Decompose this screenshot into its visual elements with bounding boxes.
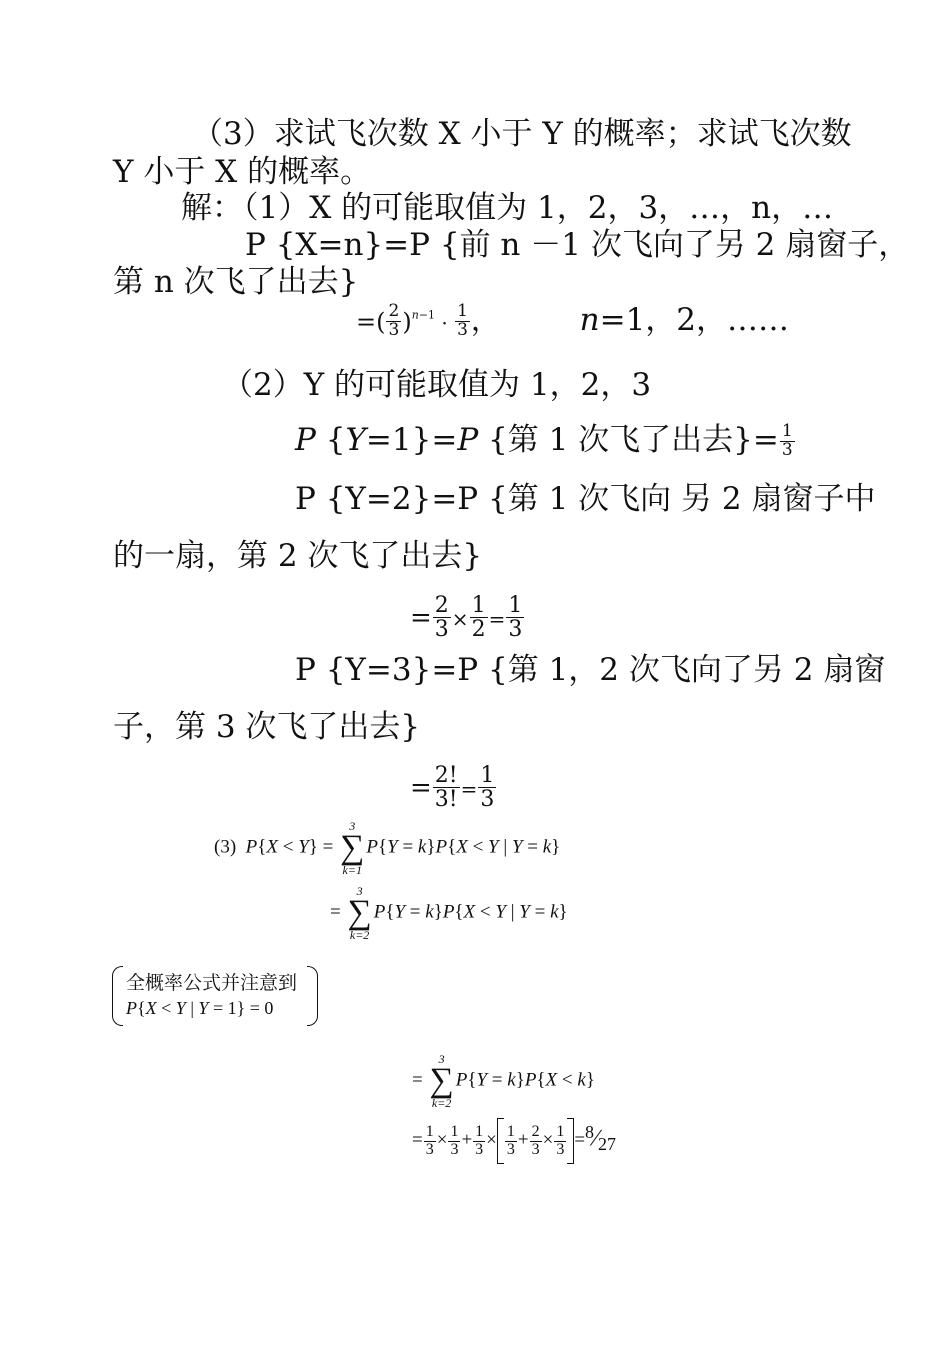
y3-formula: = $\frac{2!}{3!}$ = $\frac{1}{3}$ xyxy=(410,763,495,813)
x-distribution-line-1: P {X=n}=P {前 n －1 次飞向了另 2 扇窗子， xyxy=(245,227,910,263)
y2-probability-line-1: P {Y=2}=P {第 1 次飞向 另 2 扇窗子中 xyxy=(295,481,876,517)
y1-probability: P {Y=1}=P {第 1 次飞了出去}= $\frac{1}{3}$ xyxy=(295,421,793,460)
y3-probability-line-2: 子，第 3 次飞了出去} xyxy=(113,709,421,745)
part3-line-4: = $\frac{1}{3}$ × $\frac{1}{3}$ + $\frac{1}{3}$ × $\frac{1}{3}$ + $\frac{2}{3}$ × $\frac{1}{3}$ $=^8∕_{27}$ xyxy=(412,1118,616,1164)
solution-intro: 解：（1）X 的可能取值为 1，2，3，…，n，… xyxy=(181,190,834,226)
left-paren xyxy=(112,966,123,1026)
part3-line-3: = 3 ∑ k=2 P{Y = k}P{X < k} xyxy=(412,1052,595,1111)
left-bracket xyxy=(497,1118,504,1164)
total-probability-note xyxy=(112,966,318,1024)
y2-probability-line-2: 的一扇，第 2 次飞了出去} xyxy=(113,538,483,574)
fraction-1-3: $\frac{1}{3}$ xyxy=(457,301,468,340)
right-bracket xyxy=(567,1118,574,1164)
y3-probability-line-1: P {Y=3}=P {第 1，2 次飞向了另 2 扇窗 xyxy=(295,652,886,688)
question-line-1: （3）求试飞次数 X 小于 Y 的概率；求试飞次数 xyxy=(192,116,852,152)
y2-formula: = $\frac{2}{3}$ × $\frac{1}{2}$ = $\frac{1}{3}$ xyxy=(410,593,523,643)
x-distribution-formula: =( $\frac{2}{3}$ )$^{n-1}$ · $\frac{1}{3}$ ， n=1，2，…… xyxy=(356,301,790,340)
part3-line-2: = 3 ∑ k=2 P{Y = k}P{X < Y | Y = k} xyxy=(330,884,568,943)
right-paren xyxy=(307,966,318,1026)
x-distribution-line-2: 第 n 次飞了出去} xyxy=(113,264,359,300)
note-line-1: 全概率公式并注意到 xyxy=(126,972,298,994)
fraction-2-3: $\frac{2}{3}$ xyxy=(388,301,400,340)
note-line-2: P{X < Y | Y = 1} = 0 xyxy=(126,998,274,1018)
fraction-1-3: $\frac{1}{3}$ xyxy=(781,421,793,460)
part2-intro: （2）Y 的可能取值为 1，2，3 xyxy=(222,367,652,403)
question-line-2: Y 小于 X 的概率。 xyxy=(113,154,372,190)
part3-line-1: (3) P{X < Y} = 3 ∑ k=1 P{Y = k}P{X < Y | Y = k} xyxy=(214,819,561,878)
